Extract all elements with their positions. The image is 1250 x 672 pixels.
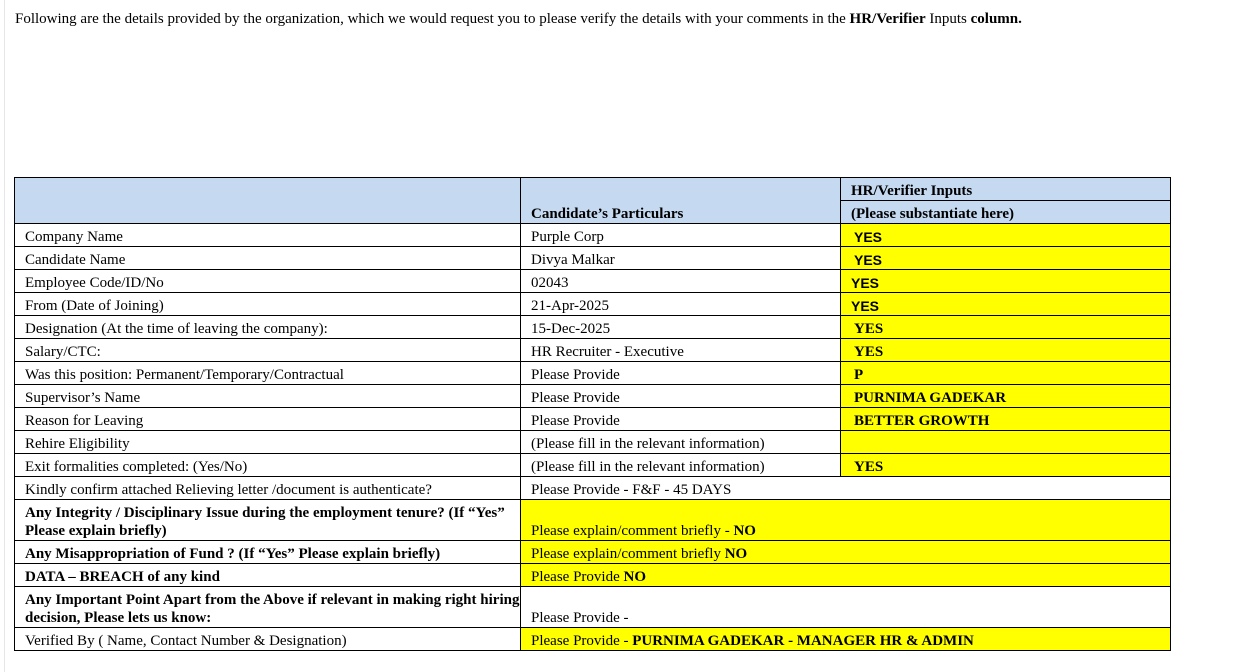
row-input: YES	[841, 293, 1171, 316]
row-label: Reason for Leaving	[15, 408, 521, 431]
integrity-input	[521, 500, 1171, 541]
verified-answer: PURNIMA GADEKAR - MANAGER HR & ADMIN	[632, 633, 974, 649]
row-value: (Please fill in the relevant information)	[521, 454, 841, 477]
table-row	[15, 477, 1171, 500]
intro-part-1: Following are the details provided by the organization, which we would request you to please verify the details with your comments in the	[15, 11, 850, 27]
table-row	[15, 293, 1171, 316]
row-label: Was this position: Permanent/Temporary/Contractual	[15, 362, 521, 385]
verified-label: Verified By ( Name, Contact Number & Designation)	[15, 628, 521, 651]
row-label: Exit formalities completed: (Yes/No)	[15, 454, 521, 477]
row-value: Please Provide	[521, 408, 841, 431]
table-row	[15, 431, 1171, 454]
row-label: Rehire Eligibility	[15, 431, 521, 454]
row-value: (Please fill in the relevant information)	[521, 431, 841, 454]
intro-text	[15, 9, 1215, 29]
row-input: BETTER GROWTH	[841, 408, 1171, 431]
row-input: YES	[841, 454, 1171, 477]
integrity-row	[15, 500, 1171, 541]
fund-row	[15, 541, 1171, 564]
table-row	[15, 408, 1171, 431]
verified-input	[521, 628, 1171, 651]
row-value: HR Recruiter - Executive	[521, 339, 841, 362]
row-input: YES	[841, 247, 1171, 270]
breach-row	[15, 564, 1171, 587]
row-value: Purple Corp	[521, 224, 841, 247]
row-label: Supervisor’s Name	[15, 385, 521, 408]
intro-part-2: HR/Verifier	[849, 11, 926, 27]
row-label: Salary/CTC:	[15, 339, 521, 362]
intro-part-4: column.	[970, 11, 1022, 27]
row-input: PURNIMA GADEKAR	[841, 385, 1171, 408]
row-label: Kindly confirm attached Relieving letter /document is authenticate?	[15, 477, 521, 500]
row-label: From (Date of Joining)	[15, 293, 521, 316]
table-row	[15, 454, 1171, 477]
header-substantiate: (Please substantiate here)	[841, 201, 1171, 224]
row-label: Designation (At the time of leaving the company):	[15, 316, 521, 339]
row-label: Candidate Name	[15, 247, 521, 270]
row-input: YES	[841, 339, 1171, 362]
row-label: Company Name	[15, 224, 521, 247]
table-row	[15, 339, 1171, 362]
important-input: Please Provide -	[521, 587, 1171, 628]
table-row	[15, 224, 1171, 247]
header-hr-verifier-inputs: HR/Verifier Inputs	[841, 178, 1171, 201]
table-row	[15, 247, 1171, 270]
row-value: Please Provide - F&F - 45 DAYS	[521, 477, 1171, 500]
row-value: Please Provide	[521, 362, 841, 385]
integrity-prefix: Please explain/comment briefly -	[531, 523, 734, 539]
table-row	[15, 270, 1171, 293]
row-value: Divya Malkar	[521, 247, 841, 270]
row-input: YES	[841, 270, 1171, 293]
breach-input	[521, 564, 1171, 587]
row-input: YES	[841, 316, 1171, 339]
table-row	[15, 385, 1171, 408]
fund-prefix: Please explain/comment briefly	[531, 546, 725, 562]
row-input	[841, 431, 1171, 454]
page-left-border	[4, 0, 5, 672]
breach-prefix: Please Provide	[531, 569, 624, 585]
integrity-answer: NO	[733, 523, 756, 539]
important-row	[15, 587, 1171, 628]
row-input: YES	[841, 224, 1171, 247]
header-blank-cell	[15, 178, 521, 224]
verification-table	[14, 177, 1171, 651]
row-value: 02043	[521, 270, 841, 293]
important-label: Any Important Point Apart from the Above if relevant in making right hiring decision, Please lets us know:	[15, 587, 521, 628]
fund-input	[521, 541, 1171, 564]
integrity-label: Any Integrity / Disciplinary Issue during the employment tenure? (If “Yes” Please explain briefly)	[15, 500, 521, 541]
row-label: Employee Code/ID/No	[15, 270, 521, 293]
row-value: 15-Dec-2025	[521, 316, 841, 339]
fund-answer: NO	[724, 546, 748, 562]
verified-prefix: Please Provide -	[531, 633, 633, 649]
table-row	[15, 362, 1171, 385]
row-value: Please Provide	[521, 385, 841, 408]
row-input: P	[841, 362, 1171, 385]
table-header-row	[15, 178, 1171, 201]
header-candidate-particulars: Candidate’s Particulars	[521, 178, 841, 224]
table-row	[15, 316, 1171, 339]
row-value: 21-Apr-2025	[521, 293, 841, 316]
verified-row	[15, 628, 1171, 651]
breach-label: DATA – BREACH of any kind	[15, 564, 521, 587]
breach-answer: NO	[623, 569, 646, 585]
intro-part-3: Inputs	[925, 11, 971, 27]
fund-label: Any Misappropriation of Fund ? (If “Yes” Please explain briefly)	[15, 541, 521, 564]
